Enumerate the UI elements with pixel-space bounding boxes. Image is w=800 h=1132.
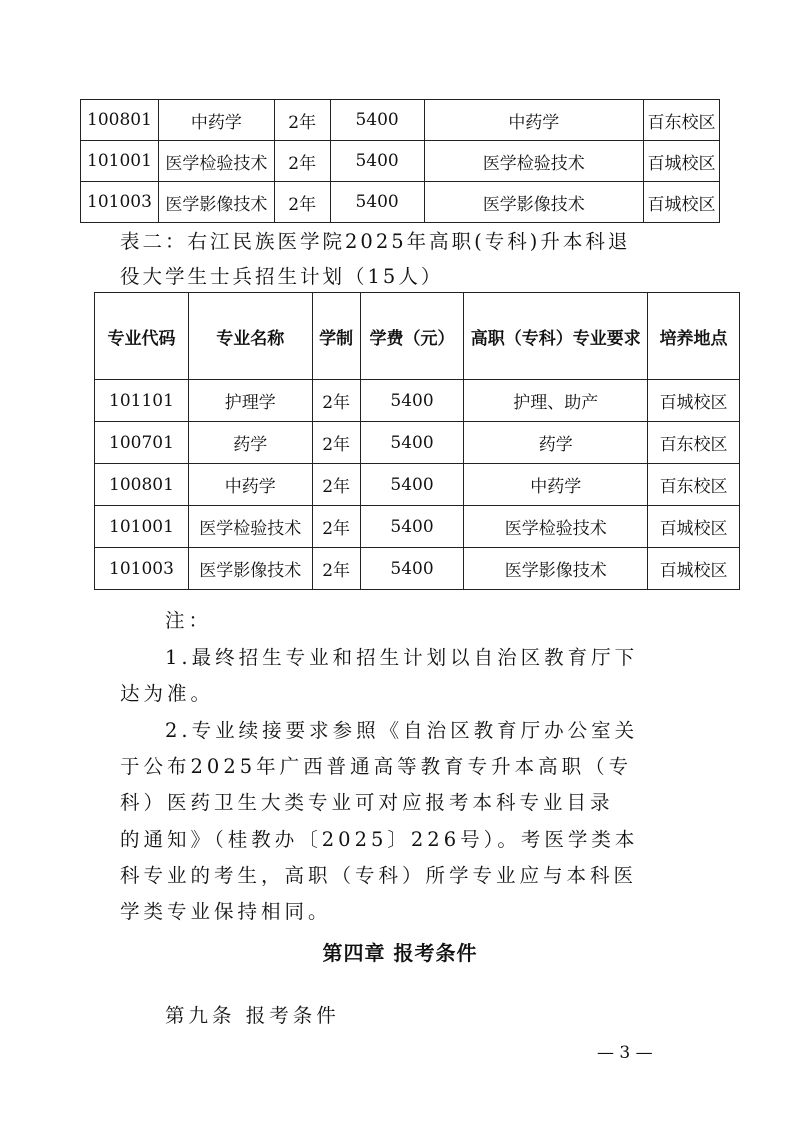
article-heading: 第九条 报考条件 — [165, 1004, 340, 1027]
table-caption-line-1: 表二：右江民族医学院2025年高职(专科)升本科退 — [120, 230, 631, 253]
duration-cell: 2年 — [274, 182, 330, 223]
major-code-cell: 101101 — [95, 380, 189, 422]
note-2-line-5: 科专业的考生，高职（专科）所学专业应与本科医 — [120, 864, 638, 887]
tuition-cell: 5400 — [360, 548, 464, 590]
table-row — [95, 506, 740, 548]
table-caption-line-2: 役大学生士兵招生计划（15人） — [120, 265, 444, 288]
major-name-cell: 医学检验技术 — [188, 506, 312, 548]
requirement-cell: 中药学 — [424, 100, 644, 141]
note-2-line-2: 于公布2025年广西普通高等教育专升本高职（专 — [120, 755, 633, 778]
table-row — [95, 380, 740, 422]
enrollment-table-continued — [80, 99, 720, 223]
tuition-cell: 5400 — [360, 506, 464, 548]
campus-cell: 百东校区 — [644, 100, 720, 141]
table-row — [81, 182, 720, 223]
major-name-cell: 医学影像技术 — [188, 548, 312, 590]
requirement-cell: 中药学 — [464, 464, 648, 506]
table-row — [95, 464, 740, 506]
duration-cell: 2年 — [312, 422, 360, 464]
campus-cell: 百城校区 — [648, 506, 740, 548]
note-1-line-2: 达为准。 — [120, 682, 215, 705]
major-code-cell: 101003 — [95, 548, 189, 590]
campus-cell: 百城校区 — [644, 182, 720, 223]
campus-cell: 百城校区 — [644, 141, 720, 182]
veteran-enrollment-table — [94, 292, 740, 590]
column-header-code: 专业代码 — [95, 293, 189, 380]
column-header-tuition: 学费（元） — [360, 293, 464, 380]
table-row — [81, 100, 720, 141]
tuition-cell: 5400 — [330, 141, 424, 182]
major-code-cell: 100801 — [95, 464, 189, 506]
tuition-cell: 5400 — [330, 182, 424, 223]
notes-title: 注： — [165, 609, 213, 632]
requirement-cell: 药学 — [464, 422, 648, 464]
campus-cell: 百东校区 — [648, 464, 740, 506]
tuition-cell: 5400 — [330, 100, 424, 141]
note-2-line-6: 学类专业保持相同。 — [120, 900, 332, 923]
duration-cell: 2年 — [312, 548, 360, 590]
tuition-cell: 5400 — [360, 422, 464, 464]
note-2-line-1: 2.专业续接要求参照《自治区教育厅办公室关 — [165, 719, 639, 742]
major-code-cell: 100801 — [81, 100, 159, 141]
campus-cell: 百城校区 — [648, 548, 740, 590]
major-code-cell: 101001 — [95, 506, 189, 548]
requirement-cell: 医学检验技术 — [424, 141, 644, 182]
column-header-name: 专业名称 — [188, 293, 312, 380]
campus-cell: 百东校区 — [648, 422, 740, 464]
page-number: — 3 — — [597, 1043, 653, 1063]
major-code-cell: 100701 — [95, 422, 189, 464]
duration-cell: 2年 — [274, 100, 330, 141]
tuition-cell: 5400 — [360, 464, 464, 506]
requirement-cell: 医学检验技术 — [464, 506, 648, 548]
table-header-row — [95, 293, 740, 380]
table-row — [95, 422, 740, 464]
duration-cell: 2年 — [312, 506, 360, 548]
duration-cell: 2年 — [274, 141, 330, 182]
major-name-cell: 护理学 — [188, 380, 312, 422]
table-row — [81, 141, 720, 182]
note-1-line-1: 1.最终招生专业和招生计划以自治区教育厅下 — [165, 646, 639, 669]
column-header-campus: 培养地点 — [648, 293, 740, 380]
column-header-requirement: 高职（专科）专业要求 — [464, 293, 648, 380]
requirement-cell: 护理、助产 — [464, 380, 648, 422]
note-2-line-3: 科）医药卫生大类专业可对应报考本科专业目录 — [120, 791, 614, 814]
major-code-cell: 101001 — [81, 141, 159, 182]
major-name-cell: 中药学 — [158, 100, 274, 141]
column-header-duration: 学制 — [312, 293, 360, 380]
table-row — [95, 548, 740, 590]
major-name-cell: 医学影像技术 — [158, 182, 274, 223]
tuition-cell: 5400 — [360, 380, 464, 422]
major-name-cell: 中药学 — [188, 464, 312, 506]
requirement-cell: 医学影像技术 — [424, 182, 644, 223]
chapter-heading: 第四章 报考条件 — [322, 941, 478, 965]
duration-cell: 2年 — [312, 464, 360, 506]
note-2-line-4: 的通知》（桂教办〔2025〕226号）。考医学类本 — [120, 828, 639, 851]
major-code-cell: 101003 — [81, 182, 159, 223]
requirement-cell: 医学影像技术 — [464, 548, 648, 590]
major-name-cell: 药学 — [188, 422, 312, 464]
campus-cell: 百城校区 — [648, 380, 740, 422]
major-name-cell: 医学检验技术 — [158, 141, 274, 182]
duration-cell: 2年 — [312, 380, 360, 422]
